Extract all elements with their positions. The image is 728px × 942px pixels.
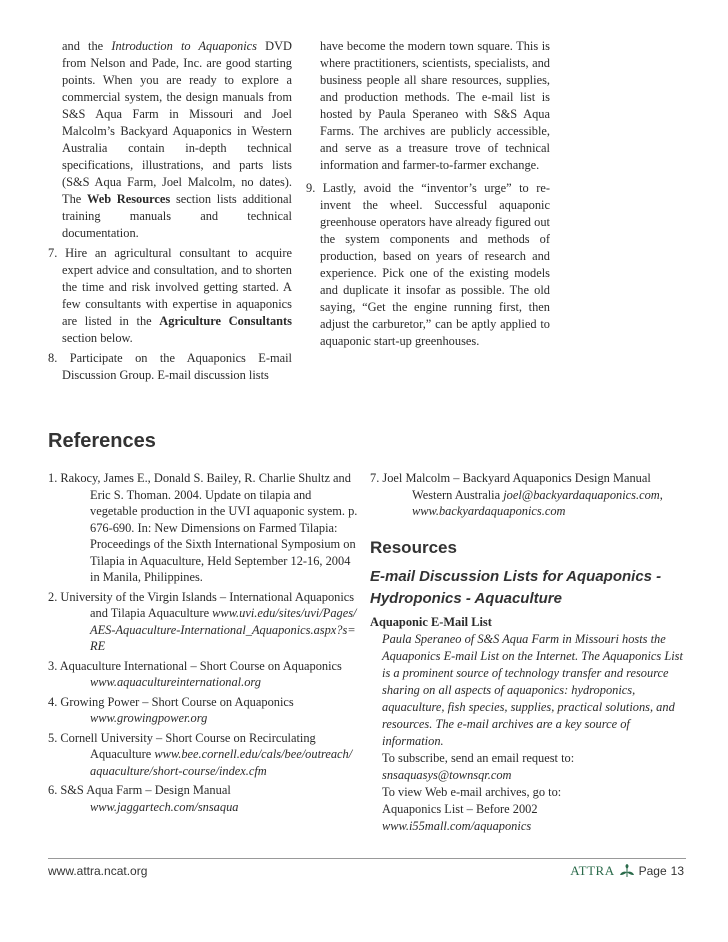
left-column [48,38,292,387]
archives-link[interactable]: www.i55mall.com/aquaponics [382,818,532,833]
page-number: 13 [670,864,684,878]
reference-item-1: 1. Rakocy, James E., Donald S. Bailey, R. Charlie Shultz and Eric S. Thoman. 2004. Update on tilapia and vegetable production in the UVI aquaponic system. p. 676-690. In: New Dimensions on Farmed Tilapia: Proceedings of the Sixth International Symposium on Tilapia in Aquaculture, Held September 12-16, 2004 in Manila, Philippines. [48,471,358,584]
resources-subheading: E-mail Discussion Lists for Aquaponics - Hydroponics - Aquaculture [370,568,662,607]
web-resources-ref: Web Resources [86,192,171,206]
list-item-7: 7. Hire an agricultural consultant to acquire expert advice and consultation, and to shorten the time and risk involved getting started. A few consultants with expertise in aquaponics are listed in the Agriculture Consultants section below. [48,246,292,345]
reference-link[interactable]: www.aquacultureinternational.org [90,675,261,689]
reference-item-7: 7. Joel Malcolm – Backyard Aquaponics Design Manual Western Australia joel@backyardaquaponics.com, www.backyardaquaponics.com [370,471,663,518]
agriculture-consultants-ref: Agriculture Consultants [159,314,292,328]
archives-name: Aquaponics List – Before 2002 [382,801,538,816]
resources-heading: Resources [370,537,457,557]
email-list-name: Aquaponic E-Mail List [370,615,492,629]
attra-logo: ATTRA [570,863,615,878]
email-list-description: Paula Speraneo of S&S Aqua Farm in Missouri hosts the Aquaponics E-mail List on the Internet. The Aquaponics List is a prominent source of technology transfer and resource sharing on all aspects of aquaponics: hydroponics, aquaculture, fish species, supplies, practical solutions, and resources. The e-mail archives are a key source of information. [382,631,683,748]
reference-link[interactable]: www.backyardaquaponics.com [412,504,566,518]
subscribe-label: To subscribe, send an email request to: [382,750,575,765]
page-label: Page [638,864,667,878]
reference-item-3: 3. Aquaculture International – Short Course on Aquaponics www.aquacultureinternational.org [48,658,342,689]
reference-item-4: 4. Growing Power – Short Course on Aquaponics www.growingpower.org [48,694,294,725]
list-item-8: 8. Participate on the Aquaponics E-mail Discussion Group. E-mail discussion lists [48,351,292,382]
reference-item-2: 2. University of the Virgin Islands – International Aquaponics and Tilapia Aquaculture www.uvi.edu/sites/uvi/Pages/AES-Aquaculture-International_Aquaponics.aspx?s=RE [48,589,357,653]
references-list [48,470,358,818]
list-item-9: 9. Lastly, avoid the “inventor’s urge” to re-invent the wheel. Successful aquaponic greenhouse operators have already figured out the system components and methods of production, based on years of research and experience. Pick one of the existing models and duplicate it insofar as possible. The old saying, “Get the engine running first, then adjust the carburetor,” can be aptly applied to aquaponic start-up greenhouses. [306,181,550,348]
subscribe-email[interactable]: snsaquasys@townsqr.com [382,767,512,782]
reference-link[interactable]: www.growingpower.org [90,711,208,725]
reference-link[interactable]: www.bee.cornell.edu/cals/bee/outreach/aquaculture/short-course/index.cfm [90,747,353,778]
reference-link[interactable]: www.uvi.edu/sites/uvi/Pages/AES-Aquaculture-International_Aquaponics.aspx?s=RE [90,606,357,653]
reference-item-5: 5. Cornell University – Short Course on Recirculating Aquaculture www.bee.cornell.edu/cals/bee/outreach/aquaculture/short-course/index.cfm [48,730,353,778]
references-heading: References [48,430,156,452]
right-references-and-resources [370,470,690,835]
reference-item-6: 6. S&S Aqua Farm – Design Manual www.jaggartech.com/snsaqua [48,783,239,814]
archives-label: To view Web e-mail archives, go to: [382,784,562,799]
email-list-details [370,631,690,835]
right-column [306,38,550,353]
list-item-8-continuation: have become the modern town square. This is where practitioners, scientists, specialists, and business people all share resources, supplies, and production methods. The e-mail list is hosted by Paula Speraneo with S&S Aqua Farms. The archives are publicly accessible, and serve as a treasure trove of technical information and farmer-to-farmer exchange. [320,39,550,172]
footer-url[interactable]: www.attra.ncat.org [48,864,148,878]
reference-email[interactable]: joel@backyardaquaponics.com [503,487,660,502]
footer-divider [48,858,686,859]
reference-link[interactable]: www.jaggartech.com/snsaqua [90,799,239,814]
list-item-6-continuation: and the Introduction to Aquaponics DVD from Nelson and Pade, Inc. are good starting points. When you are ready to explore a commercial system, the design manuals from S&S Aqua Farm in Missouri and Joel Malcolm’s Backyard Aquaponics in Western Australia contain in-depth technical specifications, illustrations, and parts lists (S&S Aqua Farm, Joel Malcolm, no dates). The Web Resources section lists additional training manuals and technical documentation. [62,39,292,240]
dvd-title: Introduction to Aquaponics [111,39,257,53]
leaf-icon [619,864,635,878]
footer-page-info [570,863,684,879]
